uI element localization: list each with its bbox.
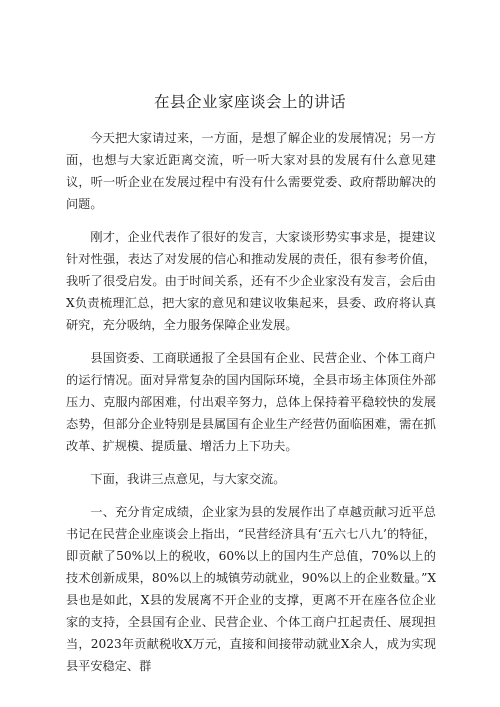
- document-title: 在县企业家座谈会上的讲话: [153, 93, 346, 111]
- paragraph-4: 下面，我讲三点意见，与大家交流。: [90, 472, 286, 486]
- paragraph-2: 刚才，企业代表作了很好的发言，大家谈形势实事求是，提建议针对性强，表达了对发展的信心和推动发展的责任，很有参考价值，我听了很受启发。由于时间关系，还有不少企业家没有发言，会后由X负责梳理汇总，把大家的意见和建议收集起来，县委、政府将认真研究，充分吸纳，全力服务保障企业发展。: [66, 230, 436, 332]
- paragraph-3: 县国资委、工商联通报了全县国有企业、民营企业、个体工商户的运行情况。面对异常复杂的国内国际环境，全县市场主体顶住外部压力、克服内部困难，付出艰辛努力，总体上保持着平稳较快的发展态势，但部分企业特别是县属国有企业生产经营仍面临困难，需在抓改革、扩规模、提质量、增活力上下功夫。: [66, 351, 436, 453]
- document-body: [66, 127, 436, 688]
- paragraph-1: 今天把大家请过来，一方面，是想了解企业的发展情况；另一方面，也想与大家近距离交流，听一听大家对县的发展有什么意见建议，听一听企业在发展过程中有没有什么需要党委、政府帮助解决的问题。: [66, 131, 436, 211]
- paragraph-5: 一、充分肯定成绩，企业家为县的发展作出了卓越贡献习近平总书记在民营企业座谈会上指出，“民营经济具有‘五六七八九’的特征，即贡献了50%以上的税收，60%以上的国内生产总值，70%以上的技术创新成果，80%以上的城镇劳动就业，90%以上的企业数量。”X县也是如此，X县的发展离不开企业的支撑，更离不开在座各位企业家的支持，全县国有企业、民营企业、个体工商户扛起责任、展现担当，2023年贡献税收X万元，直接和间接带动就业X余人，成为实现县平安稳定、群: [66, 505, 436, 673]
